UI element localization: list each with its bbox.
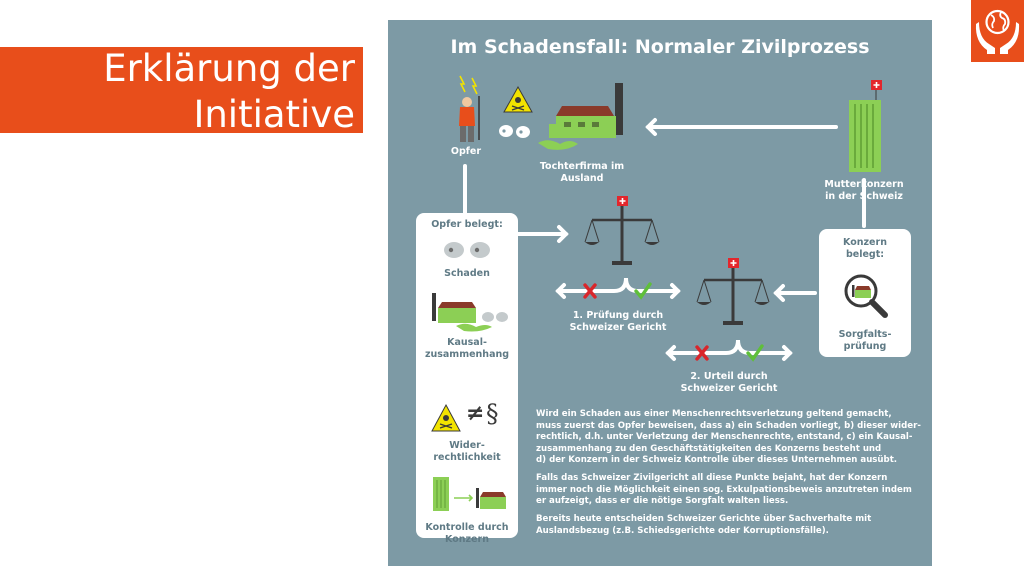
not-equal-symbol: ≠ — [466, 401, 485, 426]
step2-label: 2. Urteil durch Schweizer Gericht — [680, 371, 778, 394]
globe-hands-icon — [971, 0, 1024, 62]
parent-label: Mutterkonzern in der Schweiz — [824, 179, 904, 202]
paragraph-symbol: § — [486, 399, 499, 428]
slide-title-banner — [0, 47, 363, 136]
victim-label: Opfer — [450, 146, 482, 157]
explanation-paragraph-3: Bereits heute entscheiden Schweizer Gerichte über Sachverhalte mit Auslandsbezug (z.B. Schiedsgerichte oder Korruptionsfälle). — [536, 514, 872, 536]
slide-title-line-1: Erklärung der — [103, 47, 355, 90]
diagram-panel — [388, 20, 932, 566]
item-control-label: Kontrolle durch Konzern — [425, 522, 509, 545]
explanation-paragraph-1: Wird ein Schaden aus einer Menschenrechtsverletzung geltend gemacht, muss zuerst das Opfer beweisen, dass a) ein Schaden vorliegt, b) dieser wider- rechtlich, d.h. unter Verletzung der Menschenrechte, entstand, c) ein Kausal- zusammenhang zu den Geschäftstätigkeiten des Konzerns besteht und d) der Konzern in der Schweiz Kontrolle über dieses Unternehmen ausübt. — [536, 409, 921, 466]
step1-label: 1. Prüfung durch Schweizer Gericht — [569, 310, 667, 333]
item-causality-label: Kausal- zusammenhang — [424, 337, 510, 360]
corporation-proves-heading: Konzern belegt: — [843, 237, 887, 260]
item-damage-label: Schaden — [444, 268, 490, 279]
diagram-title: Im Schadensfall: Normaler Zivilprozess — [450, 36, 870, 58]
slide-title-line-2: Initiative — [193, 93, 355, 136]
subsidiary-label: Tochterfirma im Ausland — [539, 161, 625, 184]
victim-proves-heading: Opfer belegt: — [431, 219, 503, 230]
due-diligence-label: Sorgfalts- prüfung — [838, 329, 892, 352]
item-unlawfulness-label: Wider- rechtlichkeit — [433, 440, 501, 463]
explanation-paragraph-2: Falls das Schweizer Zivilgericht all diese Punkte bejaht, hat der Konzern immer noch die Möglichkeit einen sog. Exkulpationsbeweis anzutreten indem er aufzeigt, dass er die nötige Sorgfalt walten liess. — [536, 473, 912, 507]
